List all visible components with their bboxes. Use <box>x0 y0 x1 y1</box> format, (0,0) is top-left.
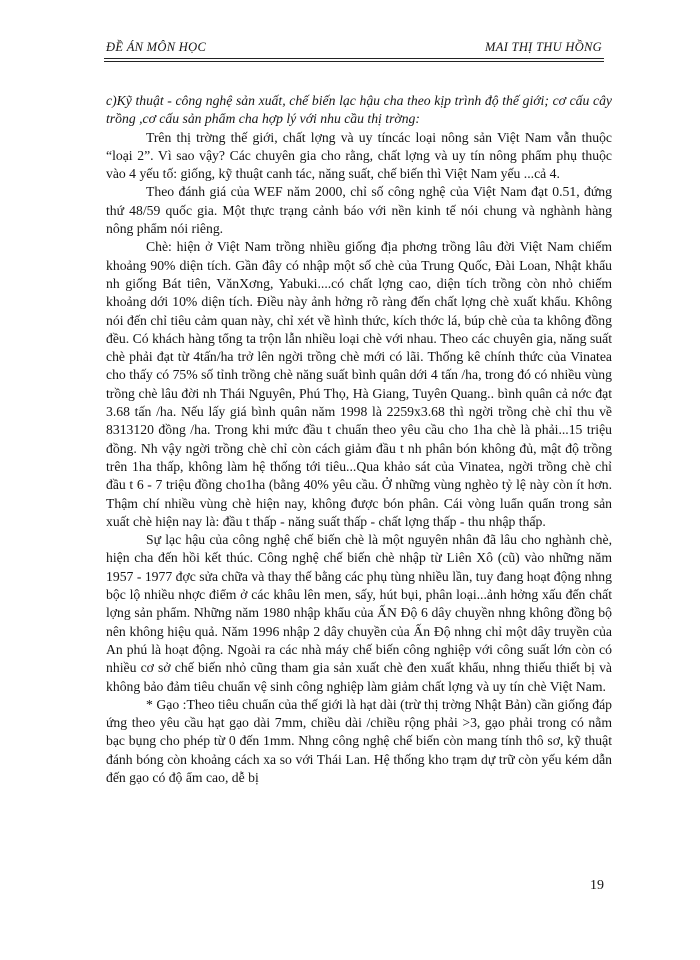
document-body <box>106 92 612 787</box>
section-heading: c)Kỹ thuật - công nghệ sản xuất, chế biến lạc hậu cha theo kịp trình độ thế giới; cơ cấu cây trồng ,cơ cấu sản phẩm cha hợp lý với nhu cầu thị trờng: <box>106 93 612 127</box>
header-author-text: MAI THỊ THU HỒNG <box>485 40 602 54</box>
header-rule-bottom <box>104 61 604 62</box>
paragraph-tea: Chè: hiện ở Việt Nam trồng nhiều giống địa phơng trồng lâu đời Việt Nam chiếm khoảng 90% diện tích. Gần đây có nhập một số chè của Trung Quốc, Đài Loan, Nhật khẩu nh giống Bát tiên, VănXơng, Yabuki....có chất lợng cao, diện tích trồng còn nhỏ chiếm khoảng dới 10% diện tích. Điều này ảnh hởng rõ ràng đến chất lợng chè xuất khẩu. Không nói đến chỉ tiêu cảm quan này, chỉ xét về hình thức, kích thớc lá, búp chè của ta không đồng đều. Có khách hàng tổng ta trộn lẫn nhiều loại chè với nhau. Theo các chuyên gia, năng suất chè phải đạt từ 4tấn/ha trở lên ngời trồng chè mới có lãi. Thống kê chính thức của Vinatea cho thấy có 75% số tỉnh trồng chè năng suất bình quân dới 4 tấn /ha, trong đó có nhiều vùng trồng chè lâu đời nh Thái Nguyên, Phú Thọ, Hà Giang, Tuyên Quang.. bình quân cả nớc đạt 3.68 tấn /ha. Nếu lấy giá bình quân năm 1998 là 2259x3.68 thì ngời trồng chè chỉ thu về 8313120 đồng /ha. Trong khi mức đầu t chuẩn theo yêu cầu cho 1ha chè là phải...15 triệu đồng. Nh vậy ngời trồng chè chỉ còn cách giảm đầu t nh phân bón không đủ, mật độ trồng trên 1ha thấp, không làm hệ thống tới tiêu...Qua khảo sát của Vinatea, ngời trồng chè chỉ đầu t 6 - 7 triệu đồng cho1ha (bằng 40% yêu cầu. Ở những vùng nghèo tỷ lệ này còn ít hơn. Thậm chí nhiều vùng chè hiện nay, không được bón phân. Cái vòng luẩn quẩn trong sản xuất chè hiện nay là: đầu t thấp - năng suất thấp - chất lợng thấp - thu nhập thấp. <box>106 239 612 529</box>
page-number: 19 <box>590 878 604 893</box>
paragraph-tea-processing: Sự lạc hậu của công nghệ chế biến chè là một nguyên nhân đã lâu cho nghành chè, hiện cha đến hồi kết thúc. Công nghệ chế biến chè nhập từ Liên Xô (cũ) vào những năm 1957 - 1977 đợc sửa chữa và thay thế bằng các phụ tùng nhiều lần, tuy đang hoạt động nhng bộc lộ nhiều nhợc điểm ở các khâu lên men, sấy, hút bụi, phân loại...ảnh hởng xấu đến chất lợng sản phẩm. Những năm 1980 nhập khẩu của ẤN Độ 6 dây chuyền nhng không đồng bộ nên không hiệu quả. Năm 1996 nhập 2 dây chuyền của Ấn Độ nhng chỉ một dây truyền của An phú là hoạt động. Ngoài ra các nhà máy chế biến công nghiệp với công suất lớn còn có nhiều cơ sở chế biến nhỏ cũng tham gia sản xuất chè đen xuất khẩu, nhng thiếu thiết bị và không bảo đảm tiêu chuẩn vệ sinh công nghiệp làm giảm chất lợng và uy tín chè Việt Nam. <box>106 532 612 694</box>
paragraph-wef-index: Theo đánh giá của WEF năm 2000, chỉ số công nghệ của Việt Nam đạt 0.51, đứng thứ 48/59 quốc gia. Một thực trạng cảnh báo với nền kinh tế nói chung và nghành hàng nông phẩm nói riêng. <box>106 184 612 237</box>
page-header <box>106 40 602 56</box>
header-rule-top <box>104 58 604 59</box>
paragraph-market-quality: Trên thị trờng thế giới, chất lợng và uy tíncác loại nông sản Việt Nam vẫn thuộc “loại 2”. Vì sao vậy? Các chuyên gia cho rằng, chất lợng và uy tín nông phẩm phụ thuộc vào 4 yếu tố: giống, kỹ thuật canh tác, năng suất, chế biến thì Việt Nam yếu ...cả 4. <box>106 129 612 182</box>
header-left-text: ĐỀ ÁN MÔN HỌC <box>106 40 207 54</box>
paragraph-rice: * Gạo :Theo tiêu chuẩn của thế giới là hạt dài (trừ thị trờng Nhật Bản) cần giống đáp ứng theo yêu cầu hạt gạo dài 7mm, chiều dài /chiều rộng phải >3, gạo phải trong có nằm bạc bụng cho phép từ 0 đến 1mm. Nhng công nghệ chế biến còn mang tính thô sơ, kỹ thuật đánh bóng còn khoảng cách xa so với Thái Lan. Hệ thống kho trạm dự trữ còn yếu kém dẫn đến gạo có độ ẩm cao, dễ bị <box>106 696 612 785</box>
